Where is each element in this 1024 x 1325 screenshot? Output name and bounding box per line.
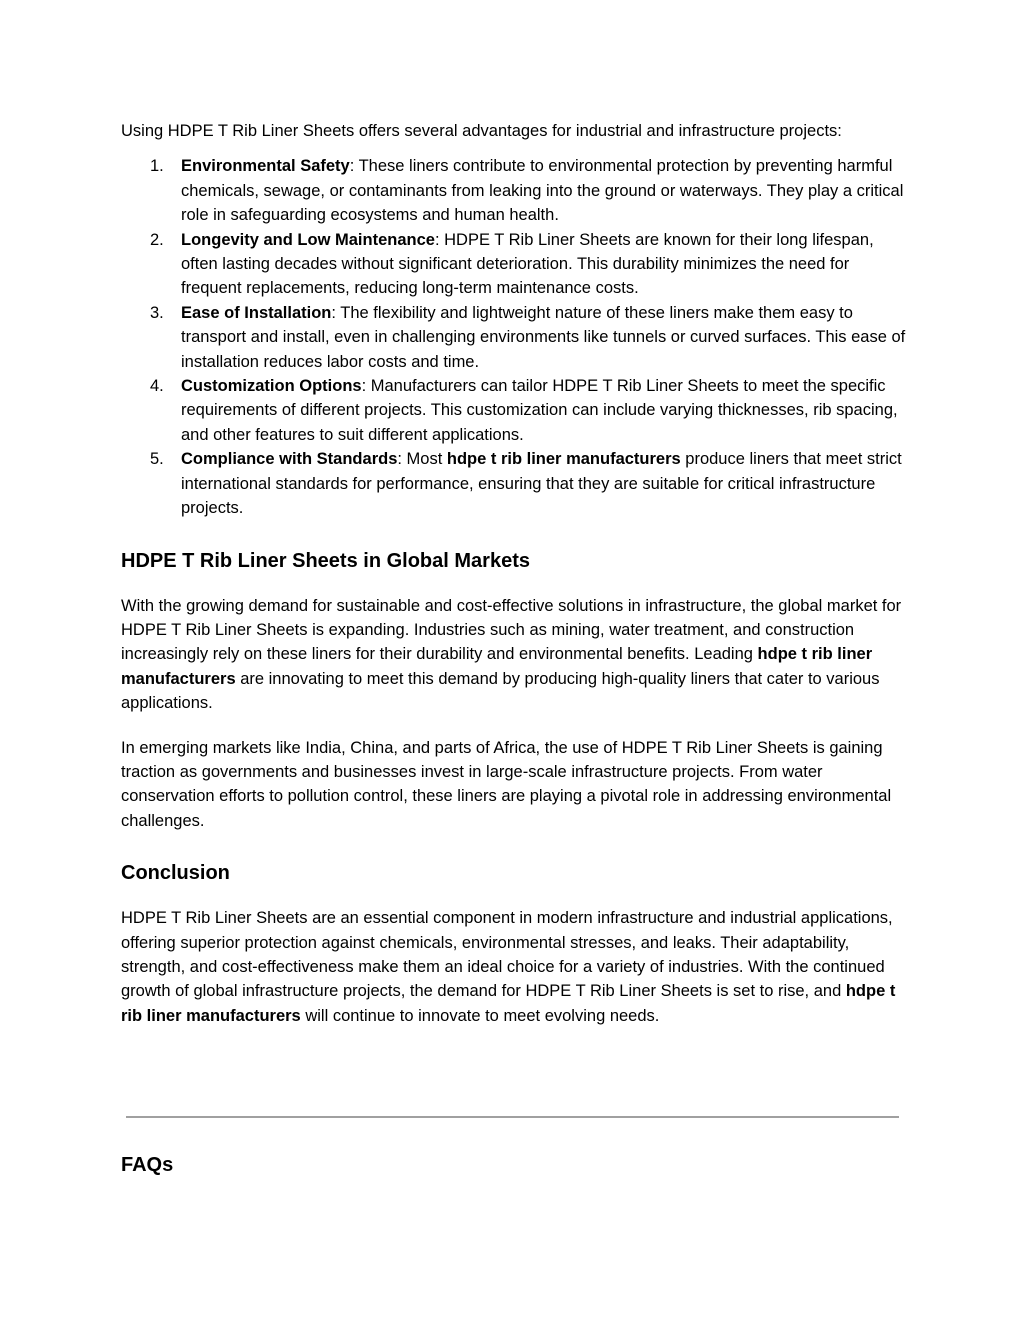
- list-number: 4.: [150, 377, 164, 396]
- list-item-text: : These liners contribute to environmental protection by preventing harmful chemicals, sewage, or contaminants from leaking into the ground or waterways. They play a critical role in safeguarding ecosystems and human health.: [181, 157, 904, 225]
- list-item-text: : Manufacturers can tailor HDPE T Rib Liner Sheets to meet the specific requirements of different projects. This customization can include varying thicknesses, rib spacing, and other features to suit different applications.: [181, 377, 898, 444]
- paragraph-text: HDPE T Rib Liner Sheets are an essential component in modern infrastructure and industrial applications, offering superior protection against chemicals, environmental stresses, and leaks. Their adaptability, strength, and cost-effectiveness make them an ideal choice for a variety of industries. With the continued growth of global infrastructure projects, the demand for HDPE T Rib Liner Sheets is set to rise, and: [121, 909, 893, 1001]
- bold-keyword: hdpe t rib liner manufacturers: [446, 450, 681, 469]
- list-item-title: Customization Options: [181, 377, 362, 396]
- bold-keyword: hdpe t rib liner manufacturers: [121, 982, 896, 1025]
- list-item-title: Longevity and Low Maintenance: [181, 230, 435, 249]
- section-heading-faqs: FAQs: [121, 1154, 174, 1176]
- paragraph-text: With the growing demand for sustainable and cost-effective solutions in infrastructure, the global market for HDPE T Rib Liner Sheets is expanding. Industries such as mining, water treatment, and construction increasingly rely on these liners for their durability and environmental benefits. Leading: [121, 596, 902, 664]
- section-heading-conclusion: Conclusion: [121, 862, 230, 885]
- list-number: 5.: [150, 450, 164, 469]
- section-heading-global-markets: HDPE T Rib Liner Sheets in Global Markets: [121, 549, 530, 572]
- list-item: [121, 301, 906, 374]
- horizontal-divider: [126, 1116, 899, 1118]
- bold-keyword: hdpe t rib liner manufacturers: [121, 645, 873, 688]
- intro-paragraph: Using HDPE T Rib Liner Sheets offers several advantages for industrial and infrastructure projects:: [121, 122, 842, 140]
- list-item: [121, 228, 906, 301]
- list-item-text: : The flexibility and lightweight nature of these liners make them easy to transport and install, even in challenging environments like tunnels or curved surfaces. This ease of installation reduces labor costs and time.: [181, 303, 906, 371]
- list-item-text-continued: produce liners that meet strict international standards for performance, ensuring that they are suitable for critical infrastructure projects.: [181, 450, 902, 518]
- list-item: [121, 374, 906, 447]
- list-number: 1.: [150, 157, 164, 176]
- list-number: 2.: [150, 230, 164, 249]
- list-item: [121, 447, 906, 520]
- list-number: 3.: [150, 303, 164, 322]
- list-item-title: Environmental Safety: [181, 157, 350, 176]
- paragraph-text-continued: are innovating to meet this demand by producing high-quality liners that cater to various applications.: [121, 669, 880, 713]
- list-item-title: Ease of Installation: [181, 303, 332, 322]
- document-body: [121, 119, 906, 1028]
- conclusion-paragraph: [121, 906, 906, 1028]
- markets-paragraph-1: [121, 594, 906, 716]
- list-item-text: : HDPE T Rib Liner Sheets are known for their long lifespan, often lasting decades without significant deterioration. This durability minimizes the need for frequent replacements, reducing long-term maintenance costs.: [181, 230, 874, 298]
- paragraph-text-continued: will continue to innovate to meet evolving needs.: [300, 1006, 660, 1025]
- list-item-title: Compliance with Standards: [181, 450, 398, 469]
- markets-paragraph-2: In emerging markets like India, China, and parts of Africa, the use of HDPE T Rib Liner Sheets is gaining traction as governments and businesses invest in large-scale infrastructure projects. From water conservation efforts to pollution control, these liners are playing a pivotal role in addressing environmental challenges.: [121, 738, 892, 830]
- list-item-text: : Most: [397, 450, 447, 469]
- advantages-list: [121, 154, 906, 520]
- list-item: [121, 154, 906, 227]
